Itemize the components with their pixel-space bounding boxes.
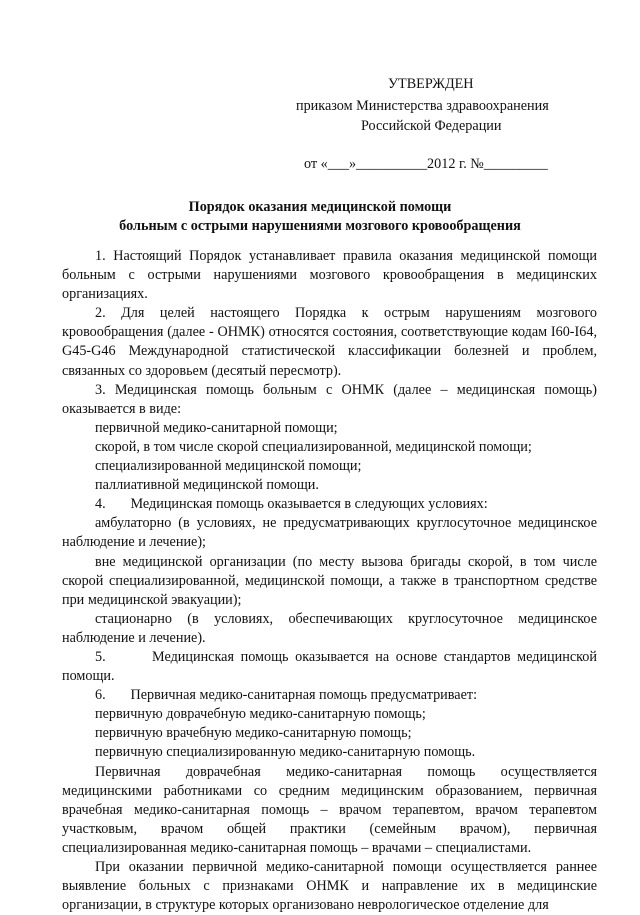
document-title bbox=[0, 198, 640, 236]
list-item: первичную врачебную медико-санитарную помощь; bbox=[95, 725, 412, 742]
paragraph-8: При оказании первичной медико-санитарной помощи осуществляется раннее выявление больных с признаками ОНМК и направление их в медицинские организации, в структуре которых организовано неврологическое отделение для bbox=[62, 859, 597, 914]
paragraph-7: Первичная доврачебная медико-санитарная помощь осуществляется медицинскими работниками со средним медицинским образованием, первичная врачебная медико-санитарная помощь – врачом терапевтом, врачом терапевтом участковым, врачом общей практики (семейным врачом), первичная специализированная медико-санитарная помощь – врачами – специалистами. bbox=[62, 763, 597, 856]
list-item: специализированной медицинской помощи; bbox=[95, 458, 362, 475]
list-item: паллиативной медицинской помощи. bbox=[95, 477, 319, 494]
approval-date-line: от «___»__________2012 г. №_________ bbox=[304, 156, 548, 172]
paragraph-5: 5. Медицинская помощь оказывается на основе стандартов медицинской помощи. bbox=[62, 648, 601, 685]
paragraph-6: 6. Первичная медико-санитарная помощь предусматривает: bbox=[95, 687, 478, 704]
list-item: первичной медико-санитарной помощи; bbox=[95, 419, 338, 436]
approval-line-federation: Российской Федерации bbox=[361, 118, 502, 134]
list-item: стационарно (в условиях, обеспечивающих круглосуточное медицинское наблюдение и лечение). bbox=[62, 610, 597, 646]
paragraph-1: 1. Настоящий Порядок устанавливает правила оказания медицинской помощи больным с острыми нарушениями мозгового кровообращения в медицинских организациях. bbox=[62, 248, 597, 303]
title-line-2: больным с острыми нарушениями мозгового кровообращения bbox=[119, 218, 521, 234]
list-item: первичную доврачебную медико-санитарную помощь; bbox=[95, 706, 426, 723]
paragraph-3: 3. Медицинская помощь больным с ОНМК (далее – медицинская помощь) оказывается в виде: bbox=[62, 381, 597, 417]
title-line-1: Порядок оказания медицинской помощи bbox=[188, 199, 452, 215]
paragraph-2: 2. Для целей настоящего Порядка к острым нарушениям мозгового кровообращения (далее - ОНМК) относятся состояния, соответствующие кодам I60-I64, G45-G46 Международной статистической классификации болезней и проблем, связанных со здоровьем (десятый пересмотр). bbox=[62, 305, 597, 379]
approved-label: УТВЕРЖДЕН bbox=[388, 76, 474, 92]
list-item: вне медицинской организации (по месту вызова бригады скорой, в том числе скорой специализированной, медицинской помощи, а также в транспортном средстве при медицинской эвакуации); bbox=[62, 553, 597, 608]
document-body bbox=[62, 247, 601, 915]
list-item: скорой, в том числе скорой специализированной, медицинской помощи; bbox=[95, 438, 532, 455]
list-item: амбулаторно (в условиях, не предусматривающих круглосуточное медицинское наблюдение и лечение); bbox=[62, 515, 597, 551]
list-item: первичную специализированную медико-санитарную помощь. bbox=[95, 744, 476, 761]
approval-line-ministry: приказом Министерства здравоохранения bbox=[296, 98, 549, 114]
paragraph-4: 4. Медицинская помощь оказывается в следующих условиях: bbox=[95, 496, 488, 513]
